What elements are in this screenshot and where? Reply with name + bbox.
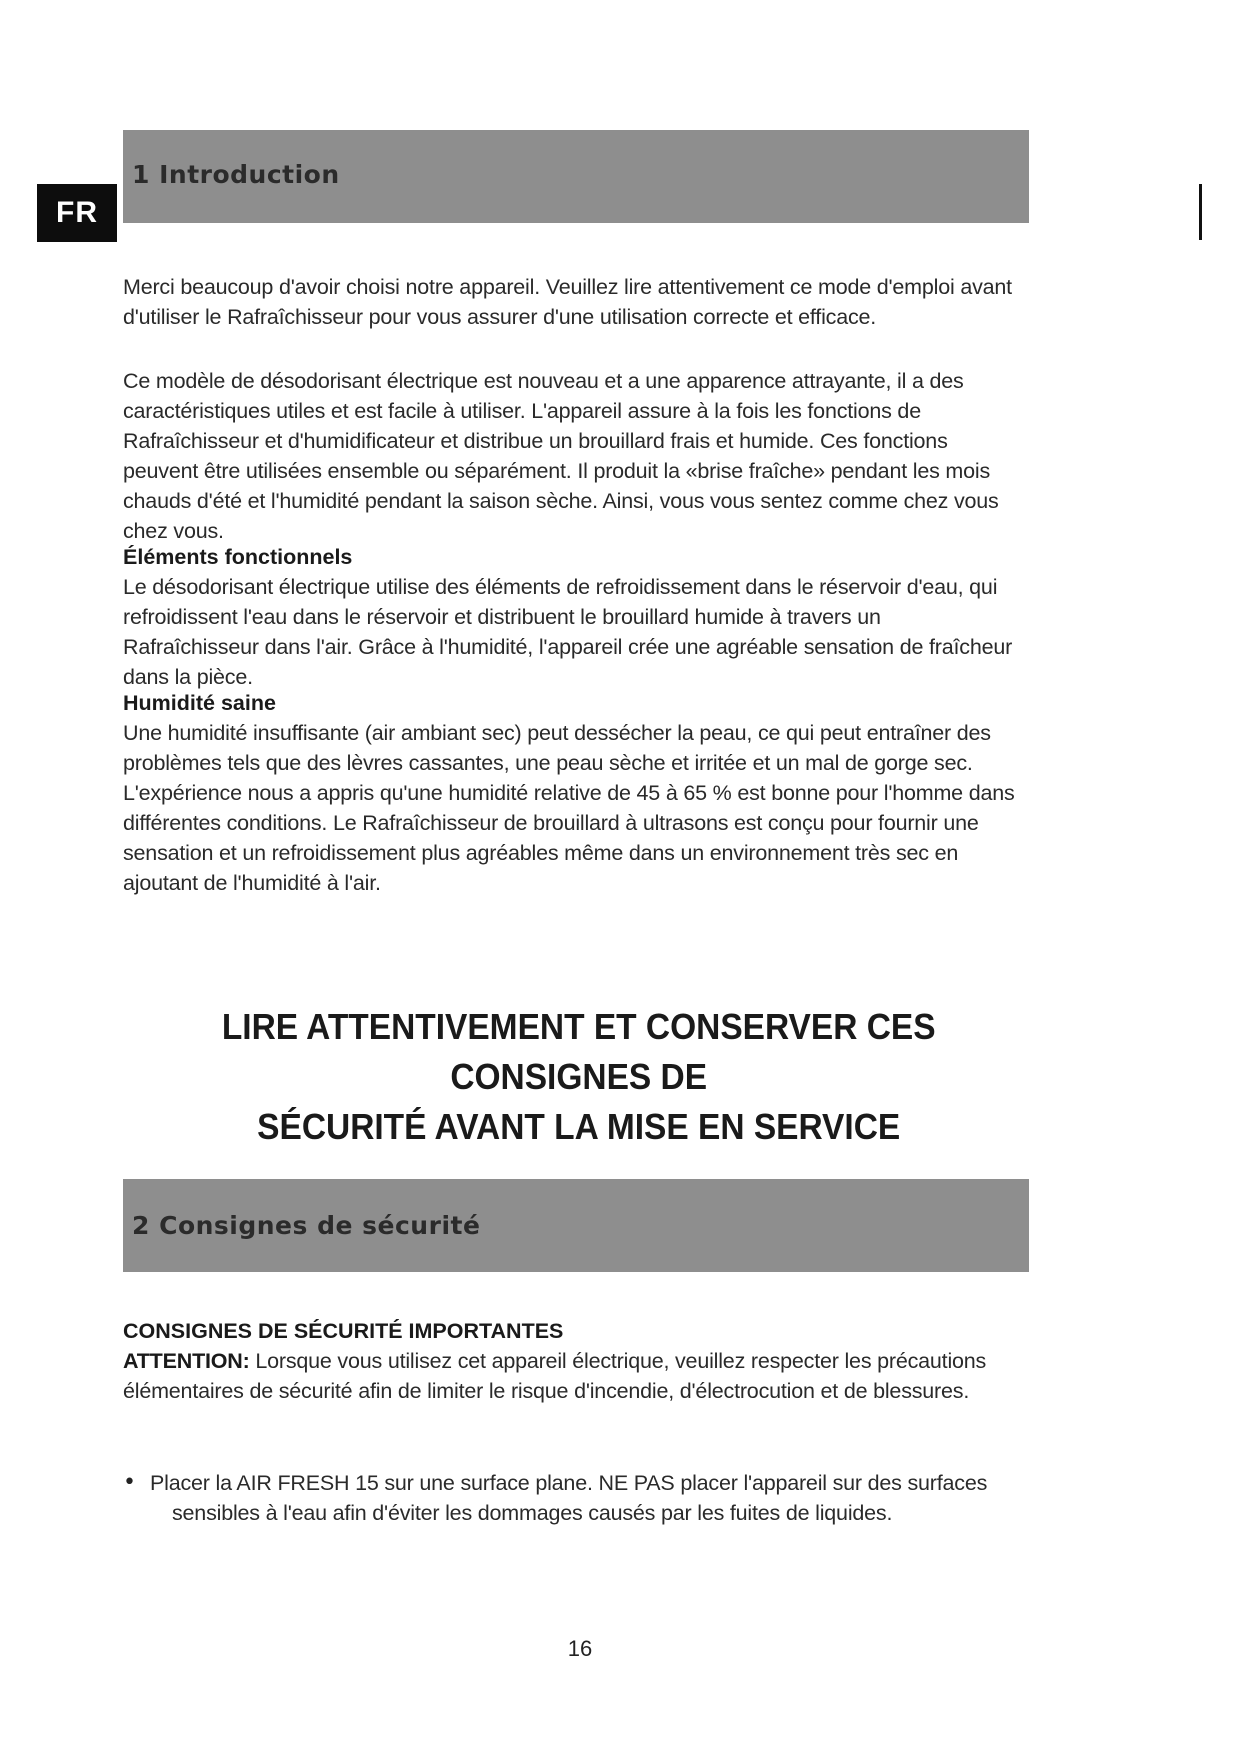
subsection-heading: Éléments fonctionnels: [123, 545, 353, 569]
subsection-text: Une humidité insuffisante (air ambiant sec) peut dessécher la peau, ce qui peut entraîner des problèmes tels que des lèvres cassantes, une peau sèche et irritée et un mal de gorge sec. L'expérience nous a appris qu'une humidité relative de 45 à 65 % est bonne pour l'homme dans différentes conditions. Le Rafraîchisseur de brouillard à ultrasons est conçu pour fournir une sensation et un refroidissement plus agréables même dans un environnement très sec en ajoutant de l'humidité à l'air.: [123, 721, 1015, 895]
intro-paragraph-2: Ce modèle de désodorisant électrique est nouveau et a une apparence attrayante, il a des caractéristiques utiles et est facile à utiliser. L'appareil assure à la fois les fonctions de Rafraîchisseur et d'humidificateur et distribue un brouillard frais et humide. Ces fonctions peuvent être utilisées ensemble ou séparément. Il produit la «brise fraîche» pendant les mois chauds d'été et l'humidité pendant la saison sèche. Ainsi, vous vous sentez comme chez vous chez vous.: [123, 369, 999, 543]
attention-text: Lorsque vous utilisez cet appareil électrique, veuillez respecter les précautions élémentaires de sécurité afin de limiter le risque d'incendie, d'électrocution et de blessures.: [123, 1349, 987, 1403]
page-edge-marker: [1199, 184, 1202, 240]
attention-paragraph: [123, 1346, 1018, 1406]
section-title: 1 Introduction: [132, 160, 340, 189]
warning-title-line-2: SÉCURITÉ AVANT LA MISE EN SERVICE: [257, 1106, 901, 1147]
page-number: 16: [567, 1636, 593, 1661]
attention-label: ATTENTION:: [123, 1349, 250, 1373]
language-tab: FR: [37, 184, 117, 242]
bullet-text-line-2: sensibles à l'eau afin d'éviter les dommages causés par les fuites de liquides.: [172, 1501, 893, 1525]
intro-paragraph-2-block: [123, 366, 1018, 546]
safety-bullet-item: [123, 1468, 1023, 1528]
subsection-heading: Humidité saine: [123, 691, 276, 715]
intro-paragraph-1: Merci beaucoup d'avoir choisi notre appareil. Veuillez lire attentivement ce mode d'emploi avant d'utiliser le Rafraîchisseur pour vous assurer d'une utilisation correcte et efficace.: [123, 275, 1012, 329]
intro-paragraph-1-block: [123, 272, 1018, 332]
bullet-text: [123, 1468, 1023, 1528]
bullet-icon: •: [123, 1470, 136, 1495]
subsection-text: Le désodorisant électrique utilise des éléments de refroidissement dans le réservoir d'eau, qui refroidissent l'eau dans le réservoir et distribuent le brouillard humide à travers un Rafraîchisseur dans l'air. Grâce à l'humidité, l'appareil crée une agréable sensation de fraîcheur dans la pièce.: [123, 575, 1013, 689]
subsection-healthy-humidity: [123, 688, 1018, 898]
warning-title-line-1: LIRE ATTENTIVEMENT ET CONSERVER CES CONSIGNES DE: [221, 1006, 936, 1097]
section-header-safety: [123, 1179, 1029, 1272]
subsection-functional-elements: [123, 542, 1018, 692]
safety-intro-block: [123, 1316, 1018, 1406]
bullet-text-line-1: Placer la AIR FRESH 15 sur une surface plane. NE PAS placer l'appareil sur des surfaces: [150, 1471, 988, 1495]
safety-subheading: CONSIGNES DE SÉCURITÉ IMPORTANTES: [123, 1319, 564, 1343]
section-header-introduction: [123, 130, 1029, 223]
section-title: 2 Consignes de sécurité: [132, 1211, 481, 1240]
safety-warning-title: [123, 1002, 1034, 1152]
